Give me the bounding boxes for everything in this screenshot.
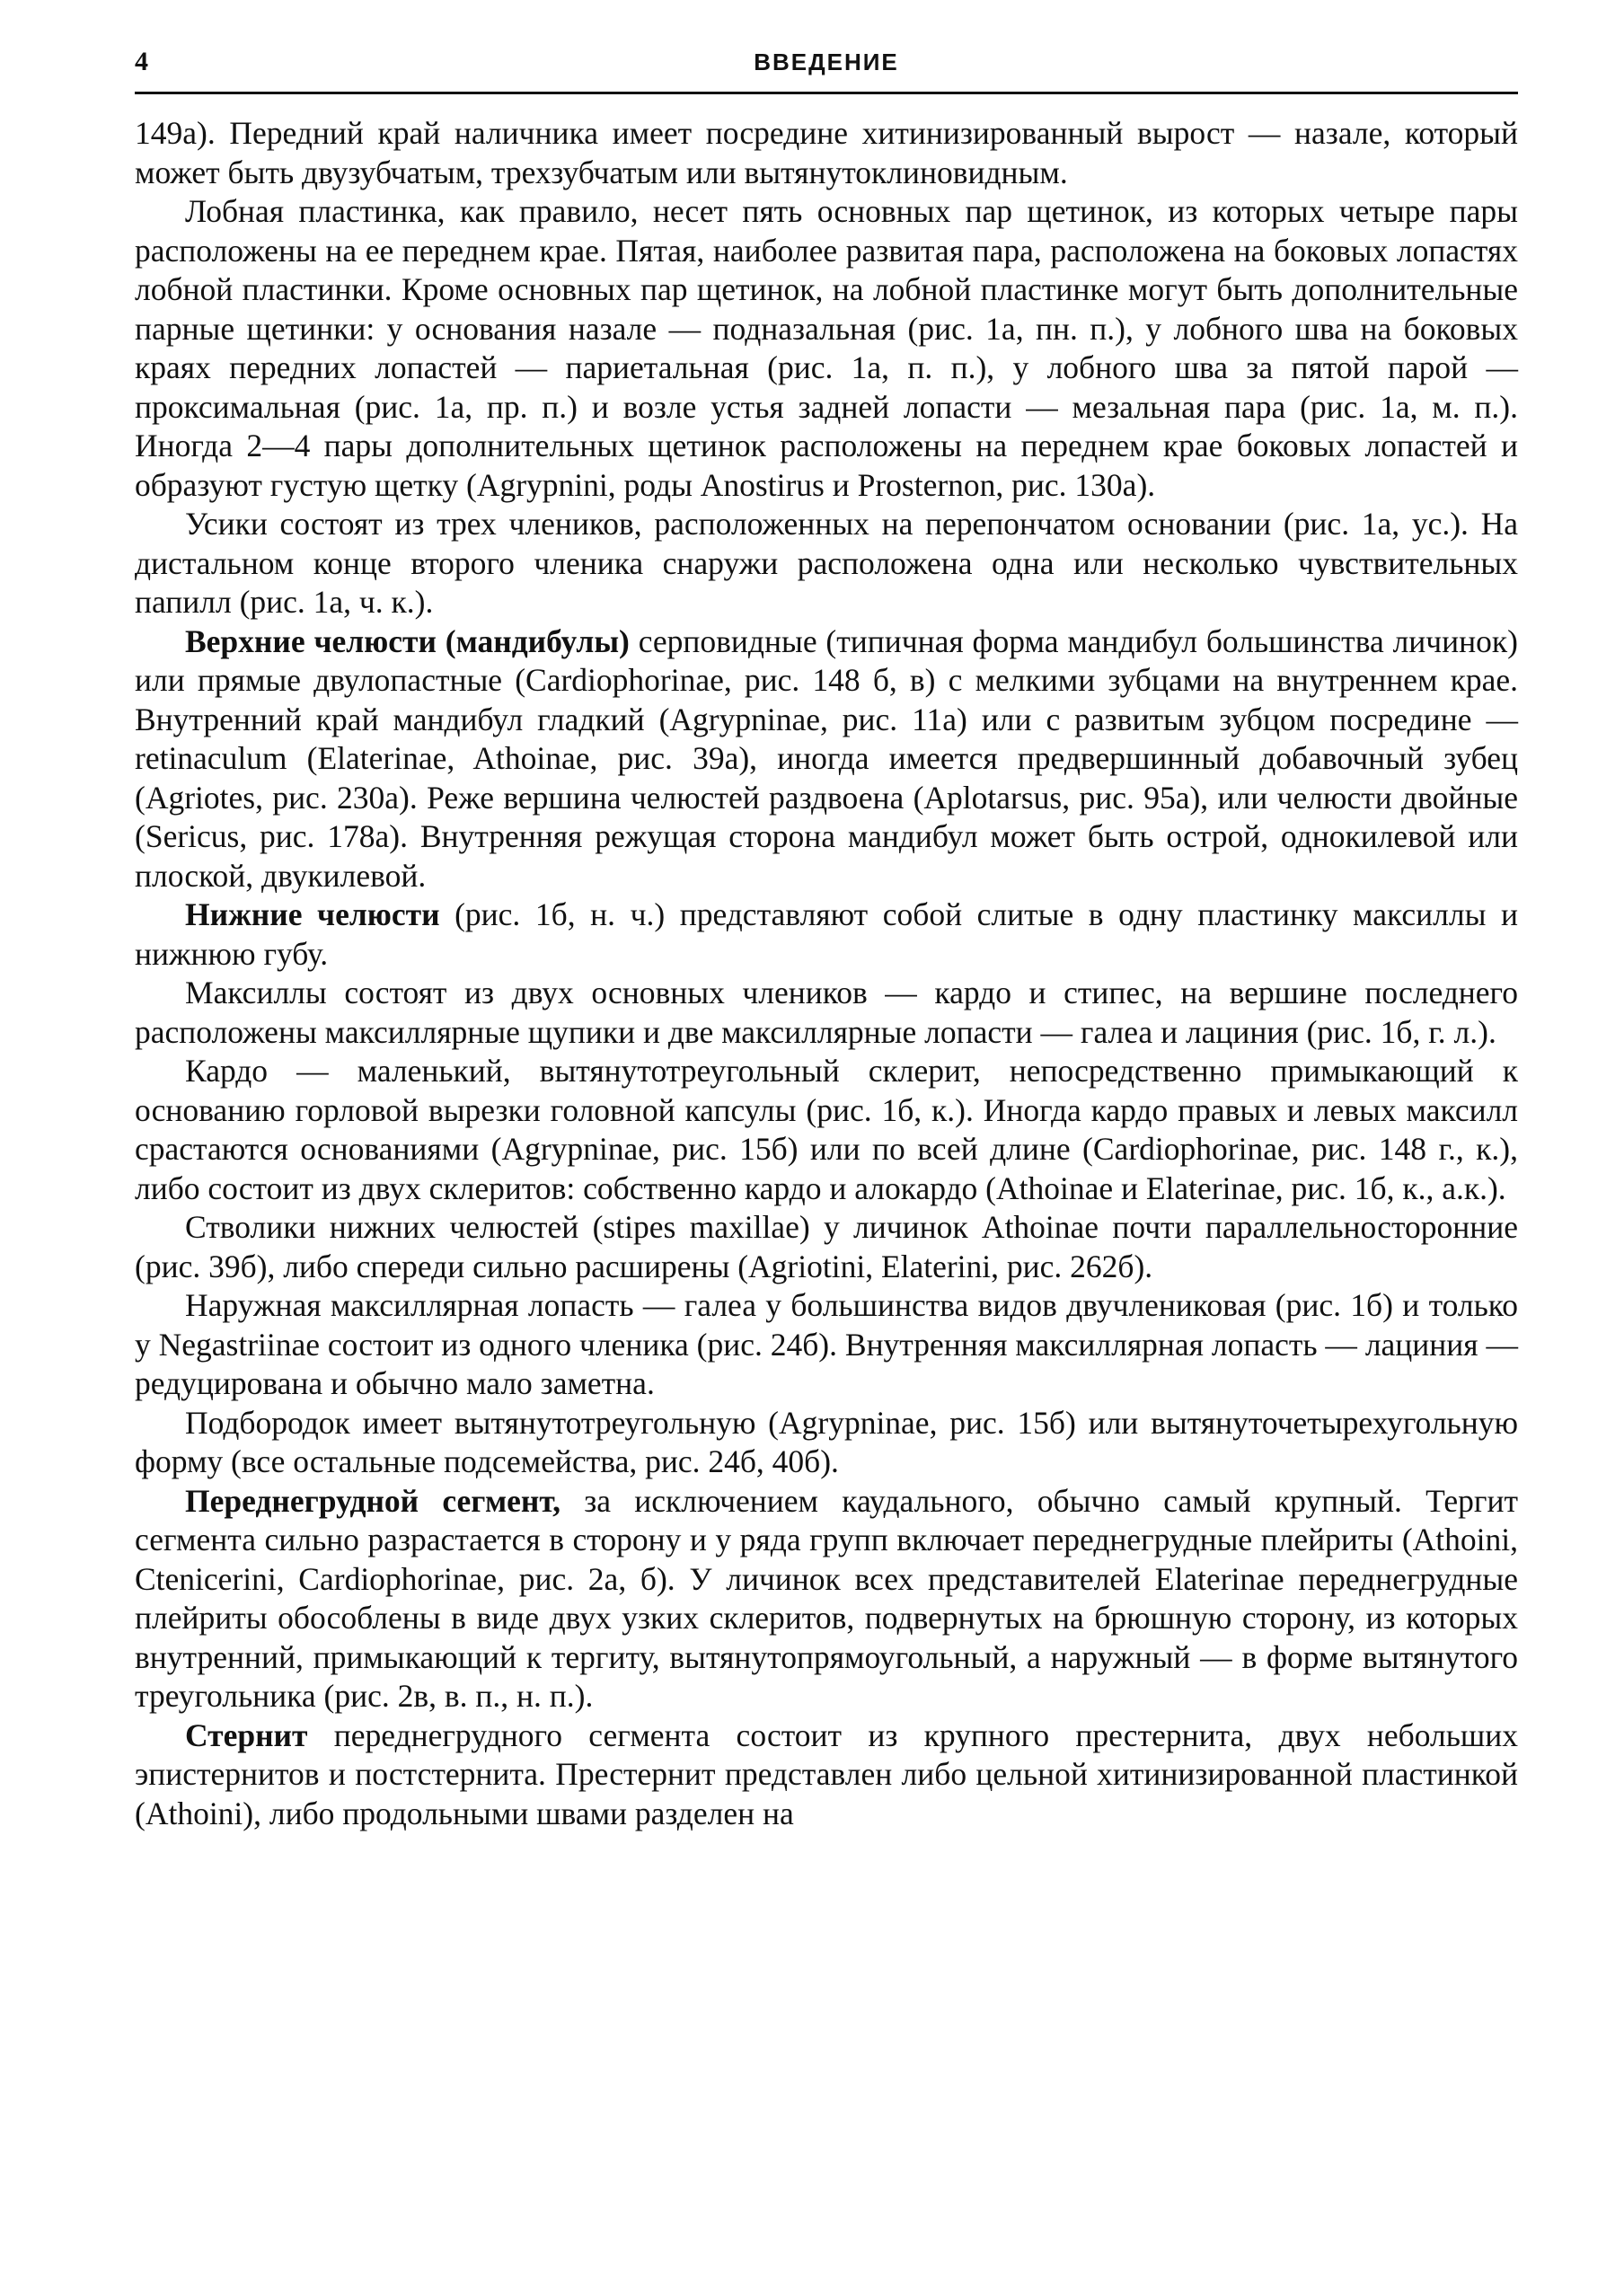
section-title: ВВЕДЕНИЕ [754,49,899,75]
paragraph-6 [135,974,1518,1052]
paragraph-lead-term: Стернит [185,1716,308,1753]
paragraph-text: за исключением каудального, обычно самый крупный. Тергит сегмента сильно разрастается в сторону и у ряда групп включает переднегрудные плейриты (Athoini, Ctenicerini, Cardiophorinae, рис. 2a, б). У личинок всех представителей Elaterinae переднегрудные плейриты обособлены в виде двух узких склеритов, подвернутых на брюшную сторону, из которых внутренний, примыкающий к тергиту, вытянутопрямоугольный, а наружный — в форме вытянутого треугольника (рис. 2в, в. п., н. п.). [135,1482,1519,1714]
paragraph-10 [135,1404,1518,1482]
paragraph-lead-term: Нижние челюсти [185,896,440,932]
page-number: 4 [135,47,148,76]
paragraph-text: 149a). Передний край наличника имеет посредине хитинизированный вырост — назале, который может быть двузубчатым, трехзубчатым или вытянутоклиновидным. [135,115,1518,190]
paragraph-text: Стволики нижних челюстей (stipes maxillae) у личинок Athoinae почти параллельносторонние (рис. 39б), либо спереди сильно расширены (Agriotini, Elaterini, рис. 262б). [135,1209,1518,1284]
paragraph-text: серповидные (типичная форма мандибул большинства личинок) или прямые двулопастные (Cardiophorinae, рис. 148 б, в) с мелкими зубцами на внутреннем крае. Внутренний край мандибул гладкий (Agrypninae, рис. 11a) или с развитым зубцом посредине — retinaculum (Elaterinae, Athoinae, рис. 39a), иногда имеется предвершинный добавочный зубец (Agriotes, рис. 230a). Реже вершина челюстей раздвоена (Aplotarsus, рис. 95a), или челюсти двойные (Sericus, рис. 178a). Внутренняя режущая сторона мандибул может быть острой, однокилевой или плоской, двукилевой. [135,622,1518,894]
paragraph-text: (рис. 1б, н. ч.) представляют собой слитые в одну пластинку максиллы и нижнюю губу. [135,896,1519,972]
paragraph-5 [135,896,1518,974]
paragraph-text: Кардо — маленький, вытянутотреугольный склерит, непосредственно примыкающий к основанию горловой вырезки головной капсулы (рис. 1б, к.). Иногда кардо правых и левых максилл срастаются основаниями (Agrypninae, рис. 15б) или по всей длине (Cardiophorinae, рис. 148 г., к.), либо состоит из двух склеритов: собственно кардо и алокардо (Athoinae и Elaterinae, рис. 1б, к., а.к.). [135,1053,1518,1206]
paragraph-text: Усики состоят из трех члеников, расположенных на перепончатом основании (рис. 1a, ус.). На дистальном конце второго членика снаружи расположена одна или несколько чувствительных папилл (рис. 1a, ч. к.). [135,506,1518,620]
paragraph-text: Наружная максиллярная лопасть — галеа у большинства видов двучлениковая (рис. 1б) и только у Negastriinae состоит из одного членика (рис. 24б). Внутренняя максиллярная лопасть — лациния — редуцирована и обычно мало заметна. [135,1287,1518,1401]
paragraph-7 [135,1052,1518,1208]
paragraph-1 [135,114,1518,192]
paragraph-lead-term: Верхние челюсти (мандибулы) [185,622,630,659]
paragraph-12 [135,1716,1518,1834]
paragraph-3 [135,505,1518,622]
body-text [135,114,1518,1833]
header-rule [135,92,1518,94]
paragraph-text: переднегрудного сегмента состоит из крупного престернита, двух небольших эпистернитов и постстернита. Престернит представлен либо цельной хитинизированной пластинкой (Athoini), либо продольными швами разделен на [135,1716,1518,1831]
paragraph-text: Лобная пластинка, как правило, несет пять основных пар щетинок, из которых четыре пары расположены на ее переднем крае. Пятая, наиболее развитая пара, расположена на боковых лопастях лобной пластинки. Кроме основных пар щетинок, на лобной пластинке могут быть дополнительные парные щетинки: у основания назале — подназальная (рис. 1a, пн. п.), у лобного шва на боковых краях передних лопастей — париетальная (рис. 1a, п. п.), у лобного шва за пятой парой — проксимальная (рис. 1a, пр. п.) и возле устья задней лопасти — мезальная пара (рис. 1a, м. п.). Иногда 2—4 пары дополнительных щетинок расположены на переднем крае боковых лопастей и образуют густую щетку (Agrypnini, роды Anostirus и Prosternon, рис. 130a). [135,193,1518,503]
paragraph-text: Максиллы состоят из двух основных члеников — кардо и стипес, на вершине последнего расположены максиллярные щупики и две максиллярные лопасти — галеа и лациния (рис. 1б, г. л.). [135,975,1518,1050]
paragraph-4 [135,622,1518,896]
running-head [135,43,1518,79]
paragraph-2 [135,192,1518,505]
paragraph-text: Подбородок имеет вытянутотреугольную (Agrypninae, рис. 15б) или вытянуточетырехугольную форму (все остальные подсемейства, рис. 24б, 40б). [135,1404,1518,1479]
book-page [135,43,1518,1833]
paragraph-11 [135,1482,1518,1716]
paragraph-8 [135,1208,1518,1286]
paragraph-9 [135,1286,1518,1404]
paragraph-lead-term: Переднегрудной сегмент, [185,1482,560,1519]
